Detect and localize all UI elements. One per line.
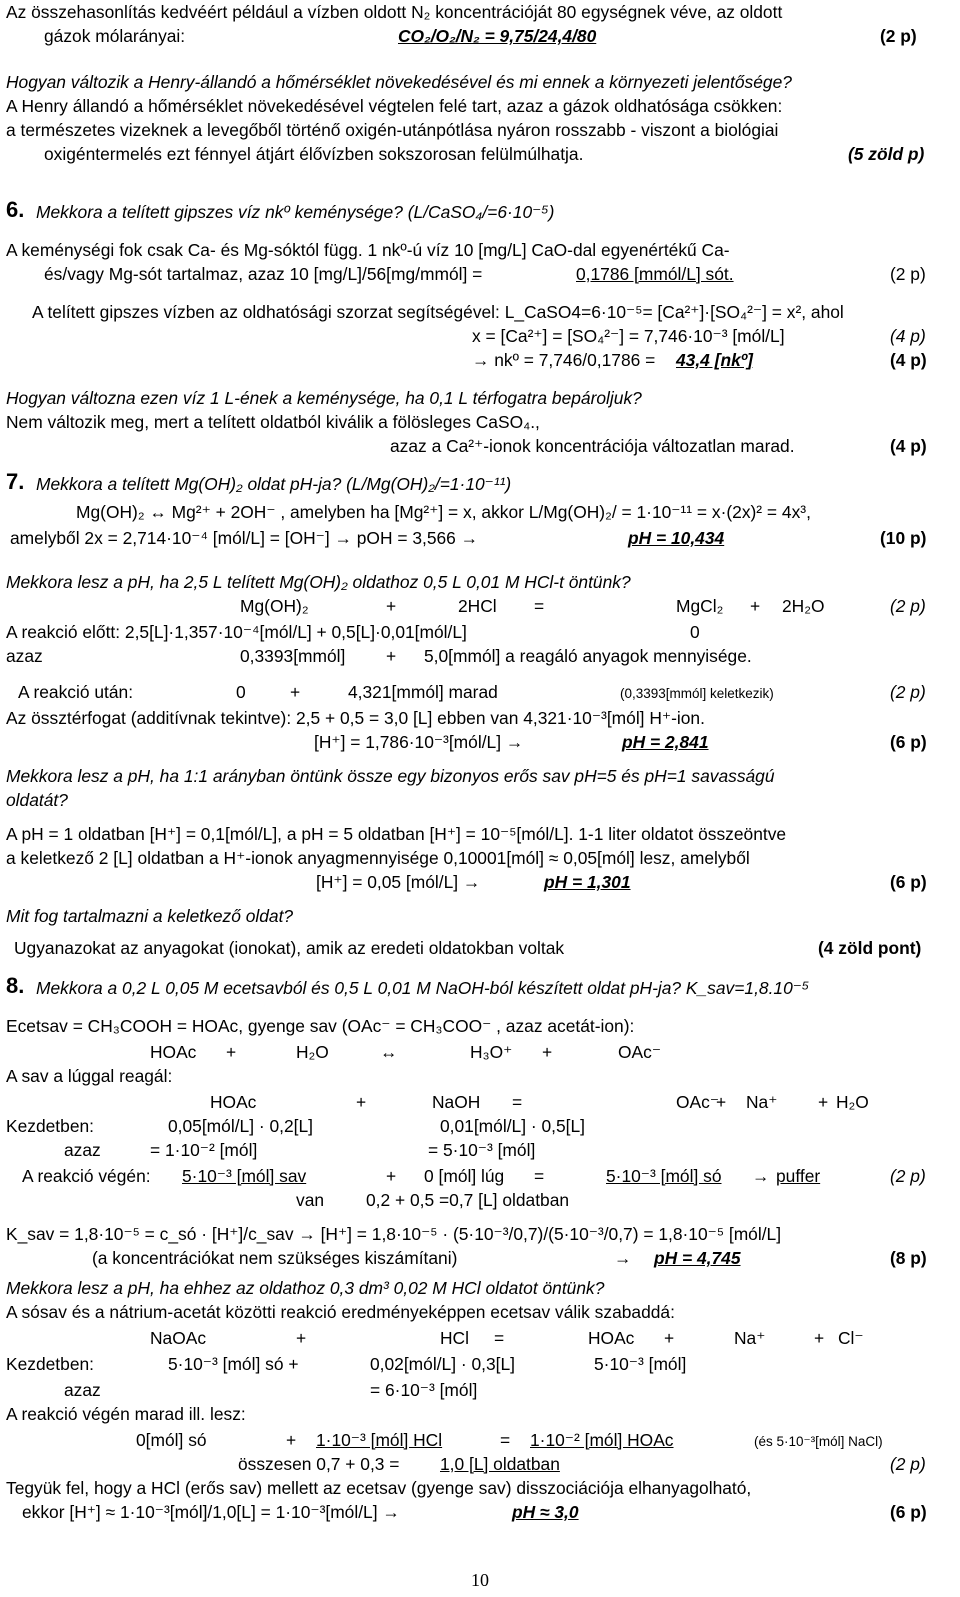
text-segment: 0 [mól] lúg [424, 1166, 505, 1186]
text-segment: x = [Ca²⁺] = [SO₄²⁻] = 7,746·10⁻³ [mól/L] [472, 326, 785, 346]
text-segment: 7. [6, 469, 25, 494]
text-segment: + [386, 1166, 397, 1186]
text-segment: + [386, 646, 397, 666]
text-segment: (2 p) [890, 1166, 926, 1186]
text-segment: → [614, 1248, 632, 1268]
text-segment: Mg(OH)₂ ↔ Mg²⁺ + 2OH⁻ , amelyben ha [Mg²⁺] = x, akkor L/Mg(OH)₂/ = 1·10⁻¹¹ = x·(2x)² = 4x³, [76, 502, 811, 522]
text-segment: azaz [64, 1140, 101, 1160]
text-segment: + [664, 1328, 675, 1348]
text-segment: 2H₂O [782, 596, 825, 616]
text-segment: Hogyan változik a Henry-állandó a hőmérséklet növekedésével és mi ennek a környezeti jelentősége? [6, 72, 792, 92]
text-segment: + [286, 1430, 297, 1450]
text-segment: Mekkora a 0,2 L 0,05 M ecetsavból és 0,5 L 0,01 M NaOH-ból készített oldat pH-ja? K_sav=1,8.10⁻⁵ [36, 978, 810, 998]
text-segment: + [356, 1092, 367, 1112]
text-segment: HOAc [210, 1092, 257, 1112]
text-segment: H₃O⁺ [470, 1042, 513, 1062]
text-segment: OAc⁻ [676, 1092, 720, 1112]
text-segment: [H⁺] = 0,05 [mól/L] → [316, 872, 481, 892]
text-segment: a természetes vizeknek a levegőből történő oxigén-utánpótlása nyáron rosszabb - viszont a biológiai [6, 120, 779, 140]
text-segment: 43,4 [nkº] [676, 350, 753, 370]
text-segment: 1·10⁻³ [mól] HCl [316, 1430, 443, 1450]
text-segment: Ecetsav = CH₃COOH = HOAc, gyenge sav (OAc⁻ = CH₃COO⁻ , azaz acetát-ion): [6, 1016, 635, 1036]
text-segment: Mekkora a telített gipszes víz nkº keménysége? (L/CaSO₄/=6·10⁻⁵) [36, 202, 555, 222]
text-segment: A Henry állandó a hőmérséklet növekedésével végtelen felé tart, azaz a gázok oldhatósága csökken: [6, 96, 783, 116]
text-segment: 8. [6, 973, 25, 998]
text-segment: 6. [6, 197, 25, 222]
text-segment: (2 p) [890, 264, 926, 284]
text-segment: H₂O [296, 1042, 329, 1062]
text-segment: Mekkora lesz a pH, ha 2,5 L telített Mg(OH)₂ oldathoz 0,5 L 0,01 M HCl-t öntünk? [6, 572, 631, 592]
text-segment: NaOAc [150, 1328, 207, 1348]
text-segment: 0,05[mól/L] · 0,2[L] [168, 1116, 314, 1136]
text-segment: (10 p) [880, 528, 927, 548]
text-segment: Nem változik meg, mert a telített oldatból kiválik a fölösleges CaSO₄., [6, 412, 540, 432]
text-segment: (0,3393[mmól] keletkezik) [620, 686, 774, 701]
text-segment: Az össztérfogat (additívnak tekintve): 2,5 + 0,5 = 3,0 [L] ebben van 4,321·10⁻³[mól] H⁺-ion. [6, 708, 705, 728]
text-segment: azaz [64, 1380, 101, 1400]
text-segment: 0,2 + 0,5 =0,7 [L] oldatban [366, 1190, 570, 1210]
page-number: 10 [471, 1570, 489, 1590]
text-segment: (és 5·10⁻³[mól] NaCl) [754, 1434, 883, 1449]
text-segment: ↔ [380, 1042, 398, 1062]
text-segment: (5 zöld p) [848, 144, 925, 164]
text-segment: (6 p) [890, 732, 927, 752]
text-segment: OAc⁻ [618, 1042, 662, 1062]
text-segment: A reakció előtt: 2,5[L]·1,357·10⁻⁴[mól/L] + 0,5[L]·0,01[mól/L] [6, 622, 467, 642]
text-segment: + [386, 596, 397, 616]
text-segment: 4,321[mmól] marad [348, 682, 498, 702]
text-segment: Na⁺ [734, 1328, 766, 1348]
text-segment: → nkº = 7,746/0,1786 = [472, 350, 656, 370]
text-segment: (a koncentrációkat nem szükséges kiszámítani) [92, 1248, 458, 1268]
text-segment: K_sav = 1,8·10⁻⁵ = c_só · [H⁺]/c_sav → [H⁺] = 1,8·10⁻⁵ · (5·10⁻³/0,7)/(5·10⁻³/0,7) = 1,8·10⁻⁵ [mól/L] [6, 1224, 782, 1244]
text-segment: ekkor [H⁺] ≈ 1·10⁻³[mól]/1,0[L] = 1·10⁻³[mól/L] → [22, 1502, 400, 1522]
text-segment: gázok mólarányai: [44, 26, 186, 46]
text-segment: (2 p) [890, 596, 926, 616]
text-segment: (4 p) [890, 350, 927, 370]
text-segment: = [534, 596, 545, 616]
text-segment: + [296, 1328, 307, 1348]
text-segment: amelyből 2x = 2,714·10⁻⁴ [mól/L] = [OH⁻] → pOH = 3,566 → [10, 528, 479, 548]
text-segment: pH = 10,434 [628, 528, 725, 548]
text-segment: A reakció végén: [22, 1166, 151, 1186]
text-segment: 0,01[mól/L] · 0,5[L] [440, 1116, 586, 1136]
text-segment: Az összehasonlítás kedvéért például a vízben oldott N₂ koncentrációját 80 egységnek véve, az oldott [6, 2, 783, 22]
text-segment: 5·10⁻³ [mól] [594, 1354, 687, 1374]
text-segment: Cl⁻ [838, 1328, 864, 1348]
text-segment: HCl [440, 1328, 469, 1348]
text-segment: 2HCl [458, 596, 497, 616]
text-segment: 0,1786 [mmól/L] sót. [576, 264, 734, 284]
text-segment: Hogyan változna ezen víz 1 L-ének a keménysége, ha 0,1 L térfogatra bepároljuk? [6, 388, 642, 408]
text-segment: A reakció végén marad ill. lesz: [6, 1404, 246, 1424]
text-segment: + [542, 1042, 553, 1062]
text-segment: pH = 1,301 [544, 872, 631, 892]
text-segment: + [226, 1042, 237, 1062]
text-segment: 1,0 [L] oldatban [440, 1454, 560, 1474]
text-segment: Mit fog tartalmazni a keletkező oldat? [6, 906, 294, 926]
text-segment: azaz a Ca²⁺-ionok koncentrációja változatlan marad. [390, 436, 795, 456]
text-segment: oldatát? [6, 790, 68, 810]
text-segment: összesen 0,7 + 0,3 = [238, 1454, 400, 1474]
text-segment: Kezdetben: [6, 1116, 94, 1136]
text-segment: Na⁺ [746, 1092, 778, 1112]
text-segment: pH = 2,841 [622, 732, 709, 752]
text-segment: MgCl₂ [676, 596, 724, 616]
text-segment: Ugyanazokat az anyagokat (ionokat), amik az eredeti oldatokban voltak [14, 938, 565, 958]
text-segment: [H⁺] = 1,786·10⁻³[mól/L] → [314, 732, 524, 752]
text-segment: Mekkora a telített Mg(OH)₂ oldat pH-ja? (L/Mg(OH)₂/=1·10⁻¹¹) [36, 474, 512, 494]
text-segment: (8 p) [890, 1248, 927, 1268]
text-segment: 0 [236, 682, 246, 702]
text-segment: 1·10⁻² [mól] HOAc [530, 1430, 674, 1450]
text-segment: pH = 4,745 [654, 1248, 741, 1268]
text-segment: (6 p) [890, 1502, 927, 1522]
text-segment: 5·10⁻³ [mól] só + [168, 1354, 299, 1374]
text-segment: oxigéntermelés ezt fénnyel átjárt élővízben sokszorosan felülmúlhatja. [44, 144, 584, 164]
text-segment: H₂O [836, 1092, 869, 1112]
text-segment: 0,02[mól/L] · 0,3[L] [370, 1354, 516, 1374]
text-segment: A pH = 1 oldatban [H⁺] = 0,1[mól/L], a pH = 5 oldatban [H⁺] = 10⁻⁵[mól/L]. 1-1 liter oldatot összeöntve [6, 824, 787, 844]
text-segment: 5·10⁻³ [mól] sav [182, 1166, 307, 1186]
text-segment: + [814, 1328, 825, 1348]
text-segment: = 6·10⁻³ [mól] [370, 1380, 478, 1400]
text-segment: HOAc [150, 1042, 197, 1062]
text-segment: Mekkora lesz a pH, ha ehhez az oldathoz 0,3 dm³ 0,02 M HCl oldatot öntünk? [6, 1278, 605, 1298]
text-segment: → [752, 1166, 770, 1186]
text-segment: (6 p) [890, 872, 927, 892]
text-segment: A sav a lúggal reagál: [6, 1066, 173, 1086]
text-segment: 0,3393[mmól] [240, 646, 346, 666]
text-segment: + [716, 1092, 727, 1112]
text-segment: A reakció után: [18, 682, 134, 702]
text-segment: puffer [776, 1166, 821, 1186]
text-segment: 5,0[mmól] a reagáló anyagok mennyisége. [424, 646, 752, 666]
text-segment: 5·10⁻³ [mól] só [606, 1166, 722, 1186]
text-segment: (4 p) [890, 436, 927, 456]
text-segment: = [534, 1166, 545, 1186]
text-segment: A telített gipszes vízben az oldhatósági szorzat segítségével: L_CaSO4=6·10⁻⁵= [Ca²⁺]·[SO₄²⁻] = x², ahol [32, 302, 844, 322]
text-segment: (2 p) [890, 682, 926, 702]
text-segment: A sósav és a nátrium-acetát közötti reakció eredményeképpen ecetsav válik szabaddá: [6, 1302, 675, 1322]
text-segment: (4 p) [890, 326, 926, 346]
text-segment: = 1·10⁻² [mól] [150, 1140, 258, 1160]
text-segment: a keletkező 2 [L] oldatban a H⁺-ionok anyagmennyisége 0,10001[mól] ≈ 0,05[mól] lesz, amelyből [6, 848, 750, 868]
text-segment: = 5·10⁻³ [mól] [428, 1140, 536, 1160]
text-segment: (2 p) [880, 26, 917, 46]
text-segment: Kezdetben: [6, 1354, 94, 1374]
text-segment: HOAc [588, 1328, 635, 1348]
text-segment: Tegyük fel, hogy a HCl (erős sav) mellett az ecetsav (gyenge sav) disszociációja elhanyagolható, [6, 1478, 752, 1498]
text-segment: van [296, 1190, 325, 1210]
text-segment: + [818, 1092, 829, 1112]
text-segment: (2 p) [890, 1454, 926, 1474]
text-segment: = [512, 1092, 523, 1112]
text-segment: CO₂/O₂/N₂ = 9,75/24,4/80 [398, 26, 597, 46]
text-segment: = [500, 1430, 511, 1450]
text-segment: + [750, 596, 761, 616]
text-segment: = [494, 1328, 505, 1348]
text-segment: A keménységi fok csak Ca- és Mg-sóktól függ. 1 nkº-ú víz 10 [mg/L] CaO-dal egyenértékű Ca- [6, 240, 730, 260]
text-segment: Mekkora lesz a pH, ha 1:1 arányban öntünk össze egy bizonyos erős sav pH=5 és pH=1 savasságú [6, 766, 775, 786]
text-segment: 0[mól] só [136, 1430, 207, 1450]
text-segment: Mg(OH)₂ [240, 596, 309, 616]
text-segment: pH ≈ 3,0 [512, 1502, 579, 1522]
text-segment: 0 [690, 622, 700, 642]
text-segment: NaOH [432, 1092, 481, 1112]
text-segment: és/vagy Mg-sót tartalmaz, azaz 10 [mg/L]/56[mg/mmól] = [44, 264, 483, 284]
text-segment: + [290, 682, 301, 702]
text-segment: azaz [6, 646, 43, 666]
text-segment: (4 zöld pont) [818, 938, 922, 958]
